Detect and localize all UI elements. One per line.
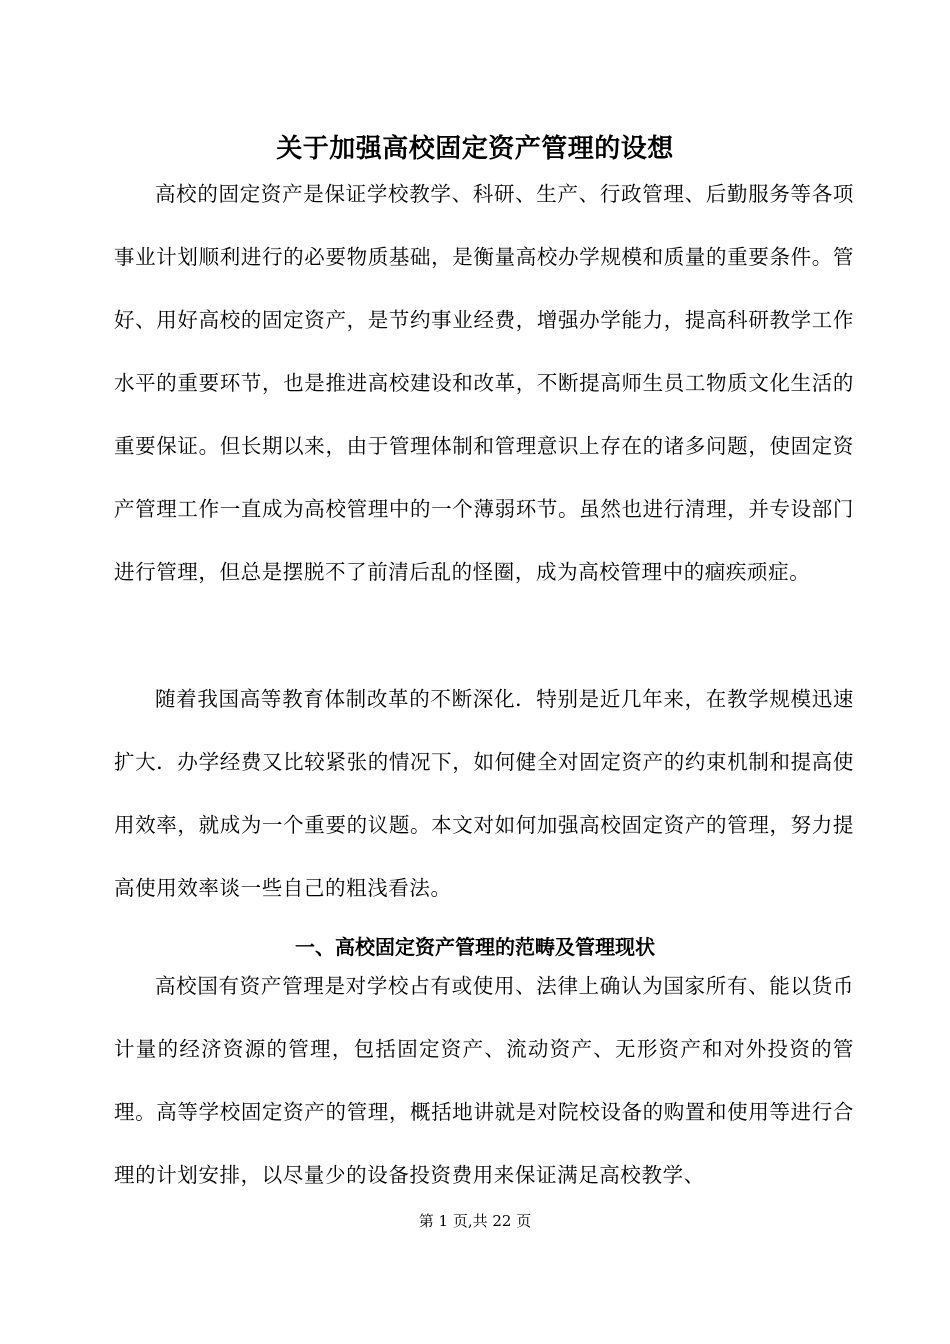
page-footer: 第 1 页,共 22 页	[418, 1212, 532, 1230]
section-heading: 一、高校固定资产管理的范畴及管理现状	[295, 934, 655, 959]
document-title: 关于加强高校固定资产管理的设想	[276, 134, 674, 165]
section-paragraph: 高校国有资产管理是对学校占有或使用、法律上确认为国家所有、能以货币计量的经济资源的管理，包括固定资产、流动资产、无形资产和对外投资的管理。高等学校固定资产的管理，概括地讲就是对院校设备的购置和使用等进行合理的计划安排，以尽量少的设备投资费用来保证满足高校教学、	[114, 974, 854, 1187]
paragraph-2: 随着我国高等教育体制改革的不断深化．特别是近几年来，在教学规模迅速扩大．办学经费又比较紧张的情况下，如何健全对固定资产的约束机制和提高使用效率，就成为一个重要的议题。本文对如何加强高校固定资产的管理，努力提高使用效率谈一些自己的粗浅看法。	[114, 687, 854, 900]
paragraph-1: 高校的固定资产是保证学校教学、科研、生产、行政管理、后勤服务等各项事业计划顺利进行的必要物质基础，是衡量高校办学规模和质量的重要条件。管好、用好高校的固定资产，是节约事业经费，增强办学能力，提高科研教学工作水平的重要环节，也是推进高校建设和改革，不断提高师生员工物质文化生活的重要保证。但长期以来，由于管理体制和管理意识上存在的诸多问题，使固定资产管理工作一直成为高校管理中的一个薄弱环节。虽然也进行清理，并专设部门进行管理，但总是摆脱不了前清后乱的怪圈，成为高校管理中的痼疾顽症。	[114, 182, 854, 584]
